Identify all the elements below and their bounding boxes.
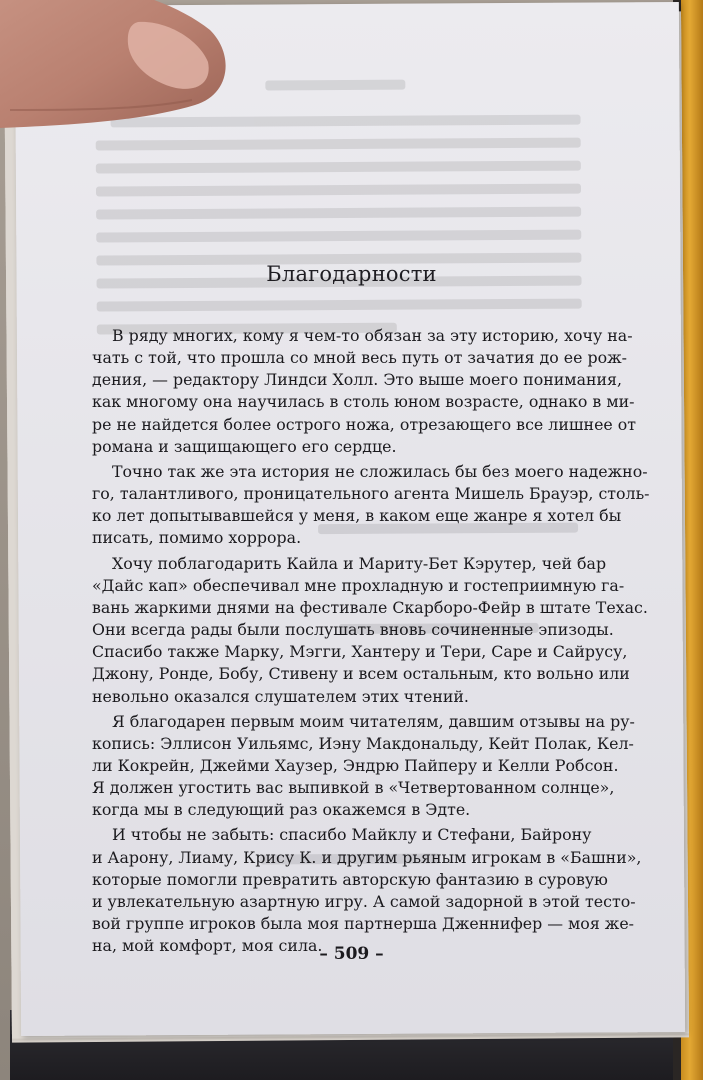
text-line: когда мы в следующий раз окажемся в Эдте. [92,800,471,820]
text-line: Точно так же эта история не сложилась бы без моего надежно- [112,461,648,481]
text-line: ко лет допытывавшейся у меня, в каком еще жанре я хотел бы [92,506,622,526]
text-line: романа и защищающего его сердце. [92,436,397,456]
paragraph [92,325,637,458]
text-line: ли Кокрейн, Джейми Хаузер, Эндрю Пайперу и Келли Робсон. [92,755,619,775]
text-line: «Дайс кап» обеспечивал мне прохладную и гостеприимную га- [92,575,625,595]
paragraph [92,824,642,957]
page-number: – 509 – [319,944,384,964]
thumb-holding-page [0,0,240,140]
text-line: Джону, Ронде, Бобу, Стивену и всем остальным, кто вольно или [92,664,630,684]
text-line: ре не найдется более острого ножа, отрезающего все лишнее от [92,414,637,434]
paragraph [92,711,635,822]
text-line: как многому она научилась в столь юном возрасте, однако в ми- [92,392,635,412]
text-line: вань жаркими днями на фестивале Скарборо-Фейр в штате Техас. [92,597,648,617]
text-line: писать, помимо хоррора. [92,528,302,548]
text-line: Хочу поблагодарить Кайла и Мариту-Бет Кэрутер, чей бар [112,553,607,573]
text-line: невольно оказался слушателем этих чтений. [92,686,469,706]
text-line: копись: Эллисон Уильямс, Иэну Макдональду, Кейт Полак, Кел- [92,733,634,753]
text-line: и Аарону, Лиаму, Крису К. и другим рьяным игрокам в «Башни», [92,847,642,867]
text-line: В ряду многих, кому я чем-то обязан за эту историю, хочу на- [112,326,633,345]
text-line: Спасибо также Марку, Мэгги, Хантеру и Тери, Саре и Сайрусу, [92,642,628,662]
page-heading: Благодарности [266,262,437,286]
text-line: и увлекательную азартную игру. А самой задорной в этой тесто- [92,891,636,911]
text-line: И чтобы не забыть: спасибо Майклу и Стефани, Байрону [112,825,592,845]
text-line: Я должен угостить вас выпивкой в «Четвертованном солнце», [92,778,615,798]
text-line: дения, — редактору Линдси Холл. Это выше моего понимания, [92,370,623,390]
paragraph [92,461,650,550]
text-line: на, мой комфорт, моя сила. [92,936,323,956]
paragraph [92,553,648,708]
text-line: чать с той, что прошла со мной весь путь от зачатия до ее рож- [92,348,627,368]
text-line: го, талантливого, проницательного агента Мишель Брауэр, столь- [92,484,650,504]
page-body-text [92,325,650,957]
text-line: Они всегда рады были послушать вновь сочиненные эпизоды. [92,620,614,640]
text-line: которые помогли превратить авторскую фантазию в суровую [92,869,608,889]
text-line: вой группе игроков была моя партнерша Дженнифер — моя же- [92,914,635,934]
text-line: Я благодарен первым моим читателям, давшим отзывы на ру- [112,711,635,731]
